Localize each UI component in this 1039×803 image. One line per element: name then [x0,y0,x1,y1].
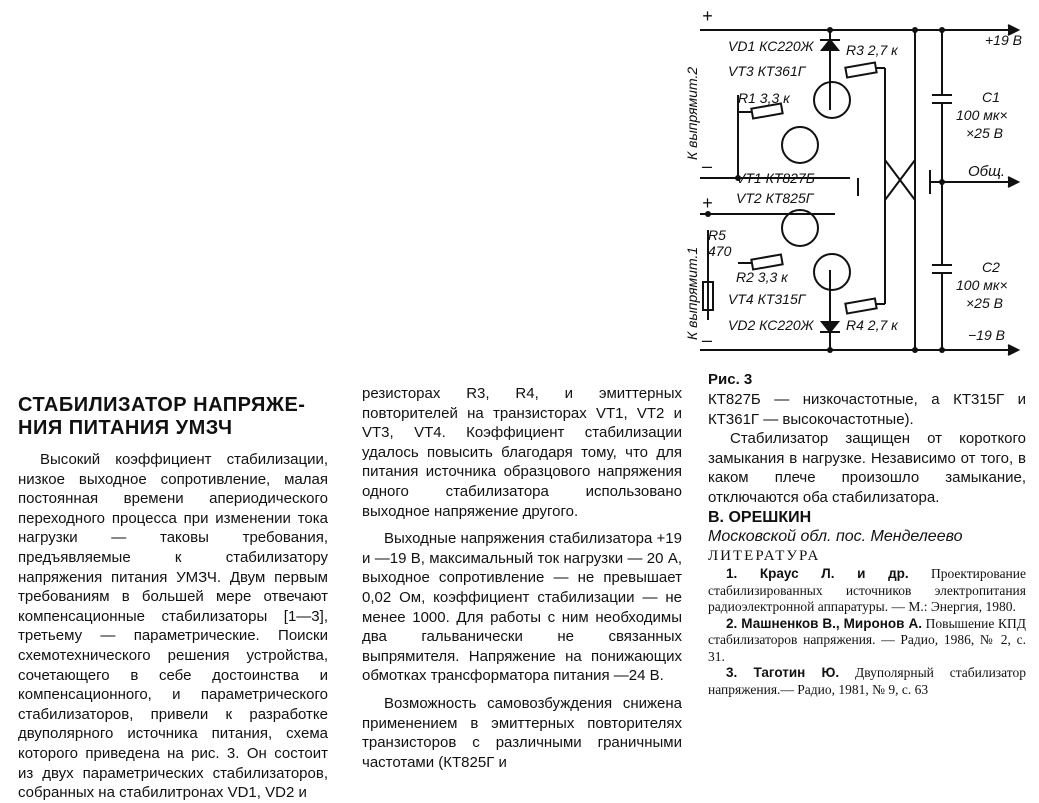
references-title: ЛИТЕРАТУРА [708,547,821,564]
r5-label: R5 [708,227,726,243]
paragraph: резисторах R3, R4, и эмиттерных повторителей на транзисторах VT1, VT2 и VT3, VT4. Коэффициент стабилизации удалось повысить благодаря тому, что для питания источника образцового напряжения одного стабилизатора использовано выходное напряжение другого. [362,385,682,520]
r4-label: R4 2,7 к [846,317,898,333]
output-common-label: Общ. [968,163,1006,180]
c2-label: С2 [982,259,1000,275]
rail-minus-mid: – [702,156,713,176]
reference-item [708,665,1026,698]
paragraph: Стабилизатор защищен от короткого замыкания в нагрузке. Независимо от того, в каком плече произошло замыкание, отключаются оба стабилизатора. [708,430,1026,506]
reference-authors: 1. Краус Л. и др. [726,566,909,582]
figure-caption: Рис. 3 [708,371,753,388]
vt3-label: VT3 КТ361Г [728,63,806,79]
author-name: В. ОРЕШКИН [708,508,812,526]
c1-value-2: ×25 В [966,125,1003,141]
article-column-1 [18,394,328,803]
paragraph: Выходные напряжения стабилизатора +19 и —19 В, максимальный ток нагрузки — 20 А, выходное сопротивление — не превышает 0,02 Ом, коэффициент стабилизации — не менее 1000. Для работы с ним необходимы два гальванически не связанных выпрямителя. Напряжение на понижающих обмотках трансформатора питания —24 В. [362,530,682,685]
rail-plus-top: + [702,6,713,26]
rail-minus-bottom: – [702,330,713,350]
reference-text: Повышение КПД стабилизаторов напряжения. — Радио, 1986, № 2, с. 31. [708,615,1026,664]
r5-value: 470 [708,243,732,259]
c1-label: С1 [982,89,1000,105]
rectifier1-label: К выпрямит.1 [684,246,700,340]
article-column-2 [362,384,682,772]
reference-authors: 2. Машненков В., Миронов А. [726,615,922,631]
article-title-line-2: НИЯ ПИТАНИЯ УМЗЧ [18,417,233,439]
vd1-label: VD1 КС220Ж [728,38,814,54]
c2-value-2: ×25 В [966,295,1003,311]
intro-paragraph: Высокий коэффициент стабилизации, низкое выходное сопротивление, малая постоянная времени апериодического переходного процесса при изменении тока нагрузки — таковы требования, предъявляемые к стабилизатору напряжения питания УМЗЧ. Двум первым требованиям в большей мере отвечают компенсационные стабилизаторы [1—3], третьему — параметрические. Поиски схемотехнического решения устройства, сочетающего в себе достоинства и компенсационного, и параметрического стабилизаторов, привели к разработке двуполярного источника питания, схема которого приведена на рис. 3. Он состоит из двух параметрических стабилизаторов, собранных на стабилитронах VD1, VD2 и [18,451,328,802]
reference-item [708,566,1026,616]
output-plus-label: +19 В [985,32,1022,48]
r2-label: R2 3,3 к [736,269,788,285]
r3-label: R3 2,7 к [846,42,898,58]
paragraph: Возможность самовозбуждения снижена применением в эмиттерных повторителях транзисторов с различными граничными частотами (КТ825Г и [362,694,682,771]
vd2-label: VD2 КС220Ж [728,317,814,333]
reference-text: Двуполярный стабилизатор напряжения.— Радио, 1981, № 9, с. 63 [708,665,1026,697]
author-location: Московской обл. пос. Менделеево [708,528,963,546]
vt4-label: VT4 КТ315Г [728,291,806,307]
output-minus-label: −19 В [968,327,1005,343]
c2-value-1: 100 мк× [956,277,1008,293]
r1-label: R1 3,3 к [738,90,790,106]
article-title-line-1: СТАБИЛИЗАТОР НАПРЯЖЕ- [18,394,306,416]
circuit-schematic [0,0,1039,380]
vt1-label: VT1 КТ827Б [736,170,815,186]
reference-text: Проектирование стабилизированных источников электропитания радиоэлектронной аппаратуры. — М.: Энергия, 1980. [708,566,1026,615]
paragraph: КТ827Б — низкочастотные, а КТ315Г и КТ361Г — высокочастотные). [708,391,1026,428]
article-title [18,394,328,440]
article-column-3 [708,371,1026,698]
reference-item [708,616,1026,666]
c1-value-1: 100 мк× [956,107,1008,123]
rail-plus-bottom: + [702,193,713,213]
vt2-label: VT2 КТ825Г [736,190,814,206]
rectifier2-label: К выпрямит.2 [684,66,700,160]
reference-authors: 3. Таготин Ю. [726,665,840,681]
